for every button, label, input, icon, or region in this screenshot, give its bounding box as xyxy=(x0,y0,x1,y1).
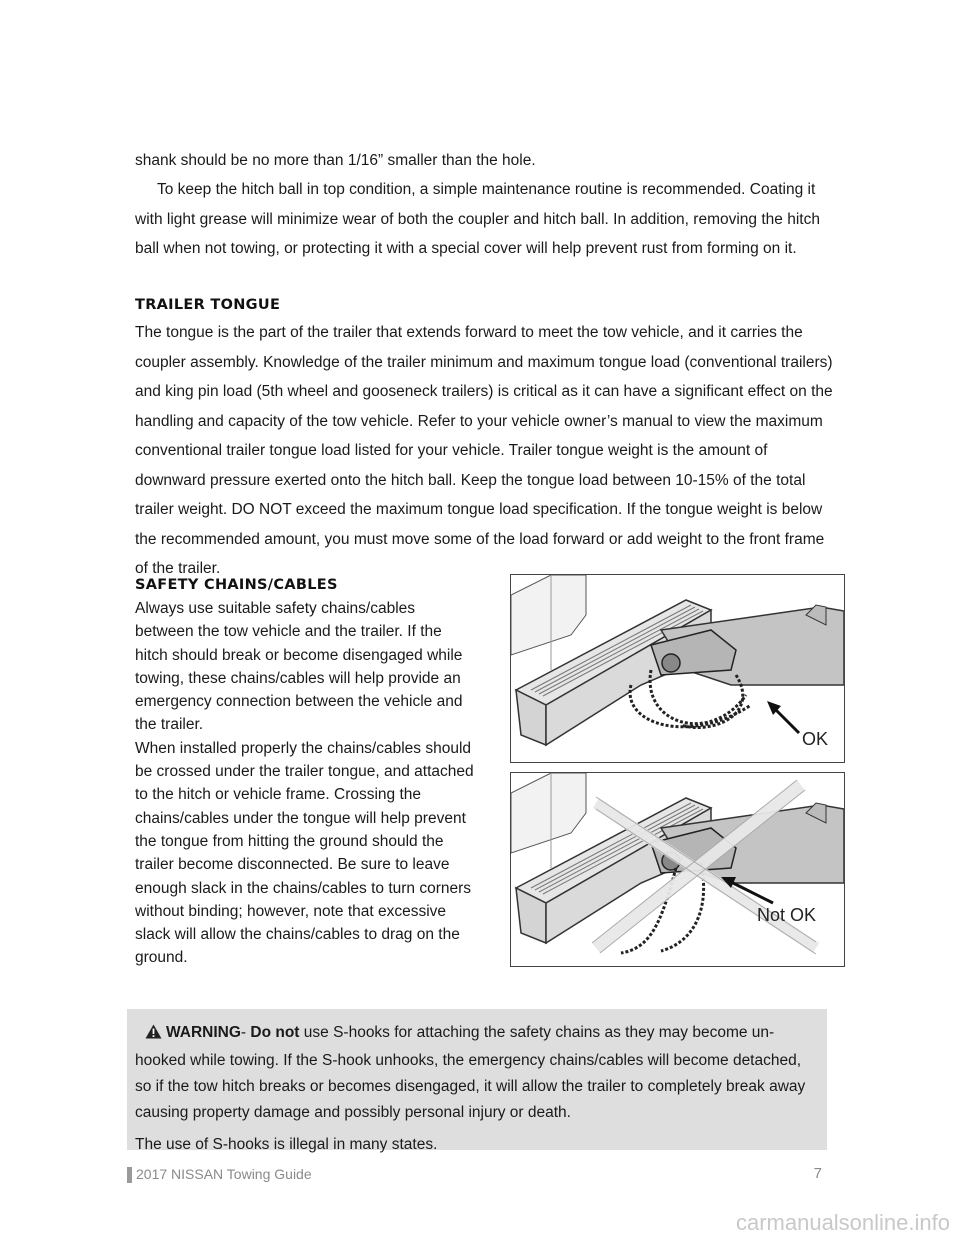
safety-chains-heading: SAFETY CHAINS/CABLES xyxy=(135,577,338,593)
hitch-illustration-ok xyxy=(511,575,844,762)
safety-chains-text xyxy=(135,597,475,970)
warning-separator: - xyxy=(240,1024,251,1041)
ok-label: OK xyxy=(802,729,829,749)
not-ok-label: Not OK xyxy=(757,905,817,925)
figure-chains-ok xyxy=(510,574,845,763)
intro-line: shank should be no more than 1/16” smaller than the hole. xyxy=(135,152,536,169)
warning-paragraph xyxy=(135,1020,819,1126)
page-number: 7 xyxy=(813,1165,822,1182)
footer-bar xyxy=(127,1167,132,1183)
warning-note: The use of S-hooks is illegal in many states. xyxy=(135,1136,438,1153)
safety-chains-paragraph-2: When installed properly the chains/cables should be crossed under the trailer tongue, and attached to the hitch or vehicle frame. Crossing the chains/cables under the tongue will help prevent the tongue from hitting the ground should the trailer become disconnected. Be sure to leave enough slack in the chains/cables to turn corners without binding; however, note that excessive slack will allow the chains/cables to drag on the ground. xyxy=(135,739,474,967)
maintenance-paragraph: To keep the hitch ball in top condition, a simple maintenance routine is recommended. Coating it with light grease will minimize wear of both the coupler and hitch ball. In addition, removing the hitch ball when not towing, or protecting it with a special cover will help prevent rust from forming on it. xyxy=(135,181,820,257)
warning-label: WARNING xyxy=(166,1024,241,1041)
watermark: carmanualsonline.info xyxy=(735,1210,950,1235)
warning-emphasis: Do not xyxy=(250,1024,300,1041)
warning-box xyxy=(127,1009,827,1153)
figure-chains-not-ok xyxy=(510,772,845,967)
trailer-tongue-paragraph: The tongue is the part of the trailer that extends forward to meet the tow vehicle, and it carries the coupler assembly. Knowledge of the trailer minimum and maximum tongue load (conventional trailers) and king pin load (5th wheel and gooseneck trailers) is critical as it can have a significant effect on the handling and capacity of the tow vehicle. Refer to your vehicle owner’s manual to view the maximum conventional trailer tongue load listed for your vehicle. Trailer tongue weight is the amount of downward pressure exerted onto the hitch ball. Keep the tongue load between 10-15% of the total trailer weight. DO NOT exceed the maximum tongue load specification. If the tongue weight is below the recommended amount, you must move some of the load forward or add weight to the front frame of the trailer. xyxy=(135,324,833,577)
warning-text: use S-hooks for attaching the safety chains as they may become un-hooked while towing. If the S-hook unhooks, the emergency chains/cables will become detached, so if the tow hitch breaks or becomes disengaged, it will allow the trailer to completely break away causing property damage and possibly personal injury or death. xyxy=(135,1024,806,1121)
safety-chains-paragraph-1: Always use suitable safety chains/cables between the tow vehicle and the trailer. If the hitch should break or become disengaged while towing, these chains/cables will help provide an emergency connection between the vehicle and the trailer. xyxy=(135,600,463,734)
trailer-tongue-heading: TRAILER TONGUE xyxy=(135,297,281,313)
warning-icon xyxy=(145,1022,162,1048)
hitch-illustration-not-ok xyxy=(511,773,844,966)
page-footer xyxy=(127,1165,827,1185)
footer-title: 2017 NISSAN Towing Guide xyxy=(136,1166,312,1182)
